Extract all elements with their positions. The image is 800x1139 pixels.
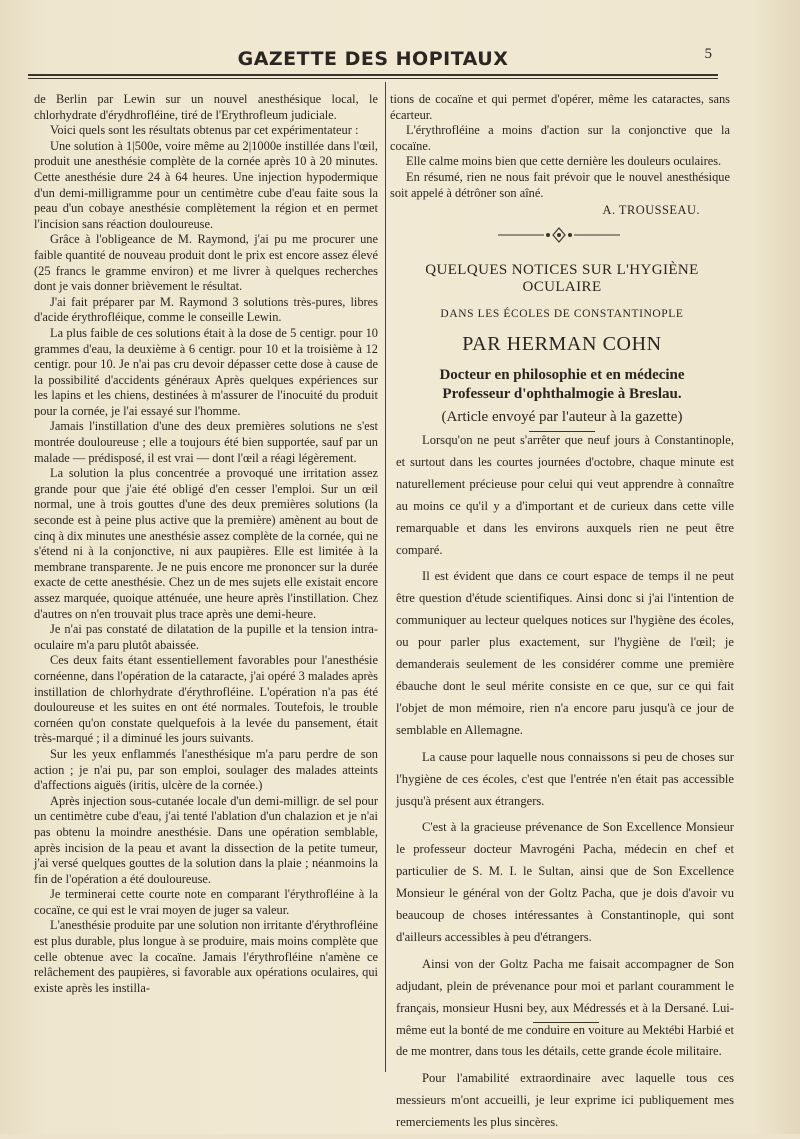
- author-credential: Professeur d'ophthalmogie à Breslau.: [442, 386, 682, 402]
- paragraph: Je n'ai pas constaté de dilatation de la pupille et la tension intra-oculaire m'a paru plutôt abaissée.: [34, 622, 378, 652]
- header-rule: [28, 74, 718, 76]
- paragraph: Après injection sous-cutanée locale d'un demi-milligr. de sel pour un centimètre cube d'eau, j'ai tenté l'ablation d'un chalazion et je n'ai pas obtenu la moindre anesthésie. Dans une opération semblable, après incision de la peau et avant la dissection de la petite tumeur, j'ai versé quelques gouttes de la solution dans la plaie ; néanmoins la fin de l'opération a été douloureuse.: [34, 793, 378, 886]
- article-note: (Article envoyé par l'auteur à la gazette): [441, 409, 683, 425]
- paragraph: Pour l'amabilité extraordinaire avec laquelle tous ces messieurs m'ont accueilli, je leur exprime ici publiquement mes remerciements les plus sincères.: [396, 1071, 734, 1130]
- paragraph: Sur les yeux enflammés l'anesthésique m'a paru perdre de son action ; je n'ai pu, par son emploi, soulager des malades atteints d'affections aiguës (iritis, ulcère de la cornée.): [34, 746, 378, 793]
- paragraph: Ainsi von der Goltz Pacha me faisait accompagner de Son adjudant, plein de prévenance pour moi et parlant couramment le français, monsieur Husni bey, aux Médressés et à la Dersané. Lui-même eut la bonté de me conduire en voiture au Mektébi Harbié et de me montrer, dans tous les détails, cette grande école militaire.: [396, 956, 734, 1059]
- paragraph: Il est évident que dans ce court espace de temps il ne peut être question d'étude scientifiques. Ainsi donc si j'ai l'intention de communiquer au lecteur quelques notices sur l'hygiène des écoles, ou pour parler plus exactement, sur l'hygiène de l'œil; je demanderais seulement de les considérer comme une première ébauche dont le seul mérite consiste en ce que, sur ce qui fait l'objet de mon mémoire, rien n'a encore paru jusqu'à ce jour de semblable en Allemagne.: [396, 569, 734, 737]
- paragraph: Voici quels sont les résultats obtenus par cet expérimentateur :: [50, 123, 359, 138]
- author-credential: Docteur en philosophie et en médecine: [439, 367, 685, 383]
- end-rule: [533, 1022, 599, 1023]
- paragraph: En résumé, rien ne nous fait prévoir que le nouvel anesthésique soit appelé à détrôner son aîné.: [390, 169, 730, 200]
- paragraph: La plus faible de ces solutions était à la dose de 5 centigr. pour 10 grammes d'eau, la deuxième à 6 centigr. pour 10 et la troisième à 12 centigr. pour 10. Je n'ai pas cru devoir dépasser cette dose à cause de la possibilité d'accidents généraux Après quelques expériences sur les lapins et les chiens, destinées à m'assurer de l'inocuité du produit pour la cornée, je l'ai essayé sur l'homme.: [34, 325, 378, 418]
- paragraph: Grâce à l'obligeance de M. Raymond, j'ai pu me procurer une faible quantité de nouveau produit dont le prix est encore assez élevé (25 francs le gramme environ) et me livrer à quelques recherches dont je vais donner brièvement le résultat.: [34, 232, 378, 294]
- paragraph: La solution la plus concentrée a provoqué une irritation assez grande pour que j'aie été obligé d'en cesser l'emploi. Sur un œil normal, une à trois gouttes d'une des deux premières solutions (la seconde est à peine plus active que la première) amènent au bout de cinq à dix minutes une anesthésie assez complète de la cornée, qui ne s'étend ni à la conjonctive, ni aux paupières. Elle est limitée à la membrane transparente. Je ne puis encore me prononcer sur la durée exacte de cette anesthésie. Chez un de mes sujets elle existait encore assez marquée, quoique atténuée, une heure après l'instillation. Chez d'autres on n'en trouvait plus trace après une demi-heure.: [34, 466, 378, 621]
- header-rule-thin: [28, 78, 718, 79]
- paragraph: L'érythrofléine a moins d'action sur la conjonctive que la cocaïne.: [390, 123, 730, 153]
- paragraph: Elle calme moins bien que cette dernière les douleurs oculaires.: [406, 154, 722, 169]
- paragraph: Ces deux faits étant essentiellement favorables pour l'anesthésie cornéenne, dans l'opération de la cataracte, j'ai opéré 3 malades après instillation de chlorhydrate d'érythrofléine. L'opération n'a pas été douloureuse et les suites en ont été normales. Toutefois, le trouble cornéen qu'on constate quelquefois à la levée du pansement, était très-marqué ; il a diminué les jours suivants.: [34, 653, 378, 746]
- paragraph: C'est à la gracieuse prévenance de Son Excellence Monsieur le professeur docteur Mavrogéni Pacha, médecin en chef et particulier de S. M. I. le Sultan, ainsi que de Son Excellence Monsieur le général von der Goltz Pacha, que je dois d'avoir vu beaucoup de choses intéressantes à Constantinople, qui sont d'ailleurs accessibles à peu d'étrangers.: [396, 820, 734, 944]
- author-signature: A. TROUSSEAU.: [602, 203, 700, 218]
- paragraph: L'anesthésie produite par une solution non irritante d'érythrofléine est plus durable, plus longue à se produire, mais moins complète que celle obtenue avec la cocaïne. Jamais l'érythrofléine n'amène ce relâchement des paupières, si favorable aux opérations oculaires, qui existe après les instilla-: [34, 918, 378, 995]
- right-column-top: [390, 92, 730, 219]
- paragraph: Jamais l'instillation d'une des deux premières solutions ne s'est montrée douloureuse ; elle a toujours été bien supportée, sauf par un malade — prédisposé, il est vrai — dont l'œil a réagi légèrement.: [34, 419, 378, 465]
- paragraph: J'ai fait préparer par M. Raymond 3 solutions très-pures, libres d'acide érythrofléique, comme le conseille Lewin.: [34, 294, 378, 325]
- column-divider: [385, 82, 386, 1072]
- paragraph: de Berlin par Lewin sur un nouvel anesthésique local, le chlorhydrate d'érydhrofléine, tiré de l'Erythrofleum judiciale.: [34, 92, 378, 122]
- paragraph: Lorsqu'on ne peut s'arrêter que neuf jours à Constantinople, et surtout dans les courtes journées d'octobre, chaque minute est naturellement précieuse pour celui qui veut apprendre à connaître au moins ce qu'il y a d'important et de curieux dans cette ville remarquable et dans les environs auxquels rien ne peut être comparé.: [396, 433, 734, 557]
- page-header: [28, 44, 718, 74]
- paragraph: Je terminerai cette courte note en comparant l'érythrofléine à la cocaïne, ce qui est le vrai moyen de juger sa valeur.: [34, 887, 378, 917]
- article-subtitle: DANS LES ÉCOLES DE CONSTANTINOPLE: [440, 308, 684, 320]
- paragraph: Une solution à 1|500e, voire même au 2|1000e instillée dans l'œil, produit une anesthésie complète de la cornée après 10 à 20 minutes. Cette anesthésie dure 24 à 64 heures. Une injection hypodermique d'un demi-milligramme pour un centimètre cube d'eau faite sous la peau d'un cobaye anesthésie complètement la région et en permet l'incision sans réaction douloureuse.: [34, 138, 378, 231]
- article-body: [396, 430, 734, 1139]
- paragraph: tions de cocaïne et qui permet d'opérer, même les cataractes, sans écarteur.: [390, 92, 730, 122]
- masthead-title: GAZETTE DES HOPITAUX: [237, 48, 509, 70]
- article-author: PAR HERMAN COHN: [462, 333, 662, 355]
- ornament-divider-icon: [494, 226, 624, 244]
- article-title: QUELQUES NOTICES SUR L'HYGIÈNE OCULAIRE: [425, 262, 699, 295]
- article-heading: [392, 262, 732, 432]
- paragraph: La cause pour laquelle nous connaissons si peu de choses sur l'hygiène de ces écoles, c'est que l'entrée n'en était pas accessible jusqu'à présent aux étrangers.: [396, 749, 734, 808]
- page-number: 5: [704, 46, 712, 62]
- left-column: [34, 92, 378, 996]
